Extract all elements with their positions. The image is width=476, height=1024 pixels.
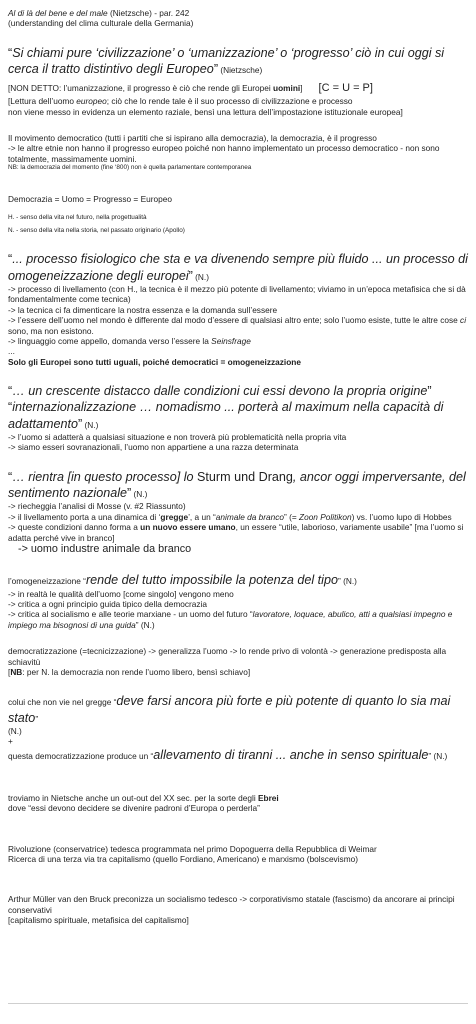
nb-note: NB: la democrazia del momento (fine ‘800) non è quella parlamentare contemporanea [8,163,252,171]
non-detto-line: [NON DETTO: l’umanizzazione, il progresso è ciò che rende gli Europei uomini] [C = U = P] [8,82,373,95]
terza-via-line: Ricerca di una terza via tra capitalismo (quello Fordiano, Americano) e marxismo (bolscevismo) [8,854,358,865]
list-item: -> queste condizioni danno forma a un nuovo essere umano, un essere “utile, laborioso, variamente usabile” [ma l’uomo si adatta perché vive in branco] [8,522,464,543]
h-note: H. - senso della vita nel futuro, nella progettualità [8,214,147,222]
quote-civilizzazione: “Si chiami pure ‘civilizzazione’ o ‘umanizzazione’ o ‘progresso’ ciò in cui oggi si cerca il tratto distintivo degli Europeo” (Nietzsche) [8,45,445,77]
doc-title [8,8,468,18]
list-item: -> riecheggia l’analisi di Mosse (v. #2 Riassunto) [8,501,186,512]
quote-text: Si chiami pure ‘civilizzazione’ o ‘umanizzazione’ o ‘progresso’ ciò in cui oggi si cerca il tratto distintivo degli Europeo [8,45,445,77]
nb-schiavo: [NB: per N. la democrazia non rende l’uomo libero, bensì schiavo] [8,666,251,677]
ebrei-line-2: dove “essi devono decidere se divenire padroni d’Europa o perderla” [8,803,260,814]
quote-attribution: (Nietzsche) [218,65,263,76]
quote-processo: “... processo fisiologico che sta e va divenendo sempre più fluido ... un processo di omogeneizzazione degli europei” (N.) [8,252,468,283]
democratizzazione: democratizzazione (=tecnicizzazione) -> generalizza l’uomo -> lo rende privo di volontà -> generazione predisposta alla schiavitù [8,646,447,667]
doc-subtitle: (understanding del clima culturale della Germania) [8,18,194,29]
ebrei-line: troviamo in Nietsche anche un out-out del XX sec. per la sorte degli Ebrei [8,793,279,804]
bottom-divider [8,1003,468,1004]
formula: [C = U = P] [318,82,373,95]
list-item: -> processo di livellamento (con H., la tecnica è il mezzo più potente di livellamento; viviamo in un’epoca metafisica che si dà fondamentalmente come tecnica) [8,284,466,305]
quote-distacco: “… un crescente distacco dalle condizioni cui essi devono la propria origine” “internazionalizzazione … nomadismo ... porterà al maximum nella capacità di adattamento” (N.) [8,383,444,431]
quote-sturm: “… rientra [in questo processo] lo Sturm und Drang, ancor oggi imperversante, del sentimento nazionale” (N.) [8,469,466,501]
list-item: -> il livellamento porta a una dinamica di ‘gregge’, a un “animale da branco” (= Zoon Politikon) vs. l’uomo lupo di Hobbes [8,511,452,522]
muller-line: Arthur Müller van den Bruck preconizza un socialismo tedesco -> corporativismo statale (fascismo) da ancorare ai principi conservativi [8,894,455,915]
tiranni-line: questa democratizzazione produce un “allevamento di tiranni ... anche in senso spirituale” (N.) [8,747,448,762]
list-item: -> l’essere dell’uomo nel mondo è differente dal modo d’essere di qualsiasi altro ente; solo l’uomo esiste, tutte le altre cose ci sono, ma non esistono. [8,315,467,336]
omogeneizzazione-intro: l’omogeneizzazione “rende del tutto impossibile la potenza del tipo” (N.) [8,573,357,588]
uomo-industre: -> uomo industre animale da branco [18,542,192,555]
list-item: -> la tecnica ci fa dimenticare la nostra essenza e la domanda sull’essere [8,304,278,315]
ellipsis: ... [8,346,15,357]
gregge-line: colui che non vie nel gregge “deve farsi ancora più forte e più potente di quanto lo sia mai stato” [8,694,451,725]
document-body [8,8,468,926]
equation-line: Democrazia = Uomo = Progresso = Europeo [8,193,172,204]
list-item: -> in realtà le qualità dell’uomo [come singolo] vengono meno [8,588,234,599]
conclusion: Solo gli Europei sono tutti uguali, poiché democratici = omogeneizzazione [8,356,301,367]
plus-sign: + [8,736,13,747]
list-item: -> linguaggio come appello, domanda verso l’essere la Seinsfrage [8,335,251,346]
list-item: -> critica al socialismo e alle teorie marxiane - un uomo del futuro “lavoratore, loquace, abulico, atti a qualsiasi impegno e impiego ma bisognosi di una guida” (N.) [8,609,453,630]
arrow-note: -> le altre etnie non hanno il progresso europeo poiché non hanno implementato un processo democratico - non sono totalmente, massimamente uomini. [8,143,440,164]
list-item: -> siamo esseri sovranazionali, l’uomo non appartiene a una razza determinata [8,442,299,453]
gregge-attr: (N.) [8,725,22,736]
capitalismo-line: [capitalismo spirituale, metafisica del capitalismo] [8,915,189,926]
list-item: -> critica a ogni principio guida tipico della democrazia [8,599,207,610]
rivoluzione-line: Rivoluzione (conservatrice) tedesca programmata nel primo Dopoguerra della Repubblica di Weimar [8,843,377,854]
n-note: N. - senso della vita nella storia, nel passato originario (Apollo) [8,227,185,235]
lettura-line: [Lettura dell’uomo europeo; ciò che lo rende tale è il suo processo di civilizzazione e processo [8,96,353,107]
list-item: -> l’uomo si adatterà a qualsiasi situazione e non troverà più problematicità nella propria vita [8,432,347,443]
movimento-democratico: Il movimento democratico (tutti i partiti che si ispirano alla democrazia), la democrazia, è il progresso [8,132,377,143]
book-title: Al di là del bene e del male [8,8,108,18]
lettura-line-2: non viene messo in evidenza un elemento raziale, bensì una lettura dell’impostazione istituzionale europea] [8,106,403,117]
title-rest: (Nietzsche) - par. 242 [107,8,190,18]
